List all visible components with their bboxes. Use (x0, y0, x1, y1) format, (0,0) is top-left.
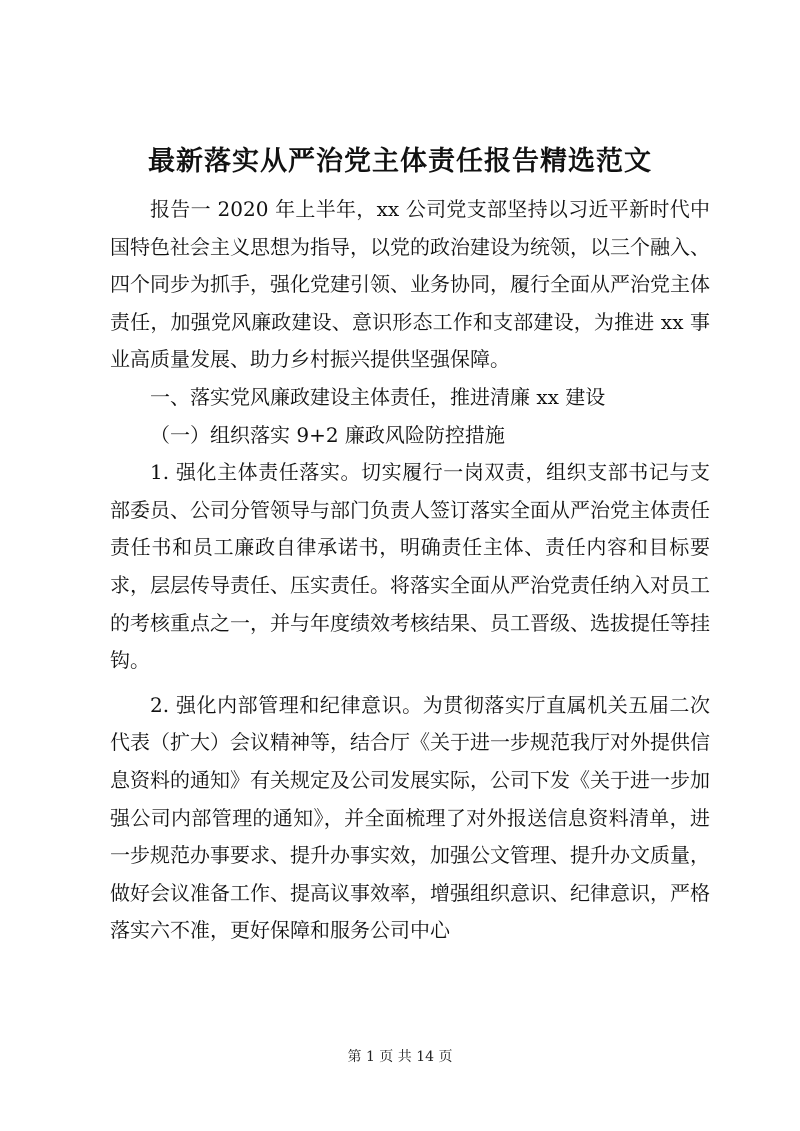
section-heading-1: 一、落实党风廉政建设主体责任，推进清廉 xx 建设 (150, 384, 606, 409)
paragraph-item-1: 1. 强化主体责任落实。切实履行一岗双责，组织支部书记与支部委员、公司分管领导与部门负责人签订落实全面从严治党主体责任责任书和员工廉政自律承诺书，明确责任主体、责任内容和目标要求，层层传导责任、压实责任。将落实全面从严治党责任纳入对员工的考核重点之一，并与年度绩效考核结果、员工晋级、选拔提任等挂钩。 (110, 460, 710, 673)
subsection-heading-1: （一）组织落实 9+2 廉政风险防控措施 (150, 422, 505, 447)
document-body (110, 191, 710, 950)
paragraph-item-2: 2. 强化内部管理和纪律意识。为贯彻落实厅直属机关五届二次代表（扩大）会议精神等，结合厅《关于进一步规范我厅对外提供信息资料的通知》有关规定及公司发展实际，公司下发《关于进一步加强公司内部管理的通知》，并全面梳理了对外报送信息资料清单，进一步规范办事要求、提升办事实效，加强公文管理、提升办文质量，做好会议准备工作、提高议事效率，增强组织意识、纪律意识，严格落实六不准，更好保障和服务公司中心 (110, 692, 710, 943)
page-footer: 第 1 页 共 14 页 (347, 1049, 453, 1065)
paragraph-intro: 报告一 2020 年上半年，xx 公司党支部坚持以习近平新时代中国特色社会主义思想为指导，以党的政治建设为统领，以三个融入、四个同步为抓手，强化党建引领、业务协同，履行全面从严治党主体责任，加强党风廉政建设、意识形态工作和支部建设，为推进 xx 事业高质量发展、助力乡村振兴提供坚强保障。 (110, 197, 710, 372)
document-title: 最新落实从严治党主体责任报告精选范文 (148, 146, 652, 177)
